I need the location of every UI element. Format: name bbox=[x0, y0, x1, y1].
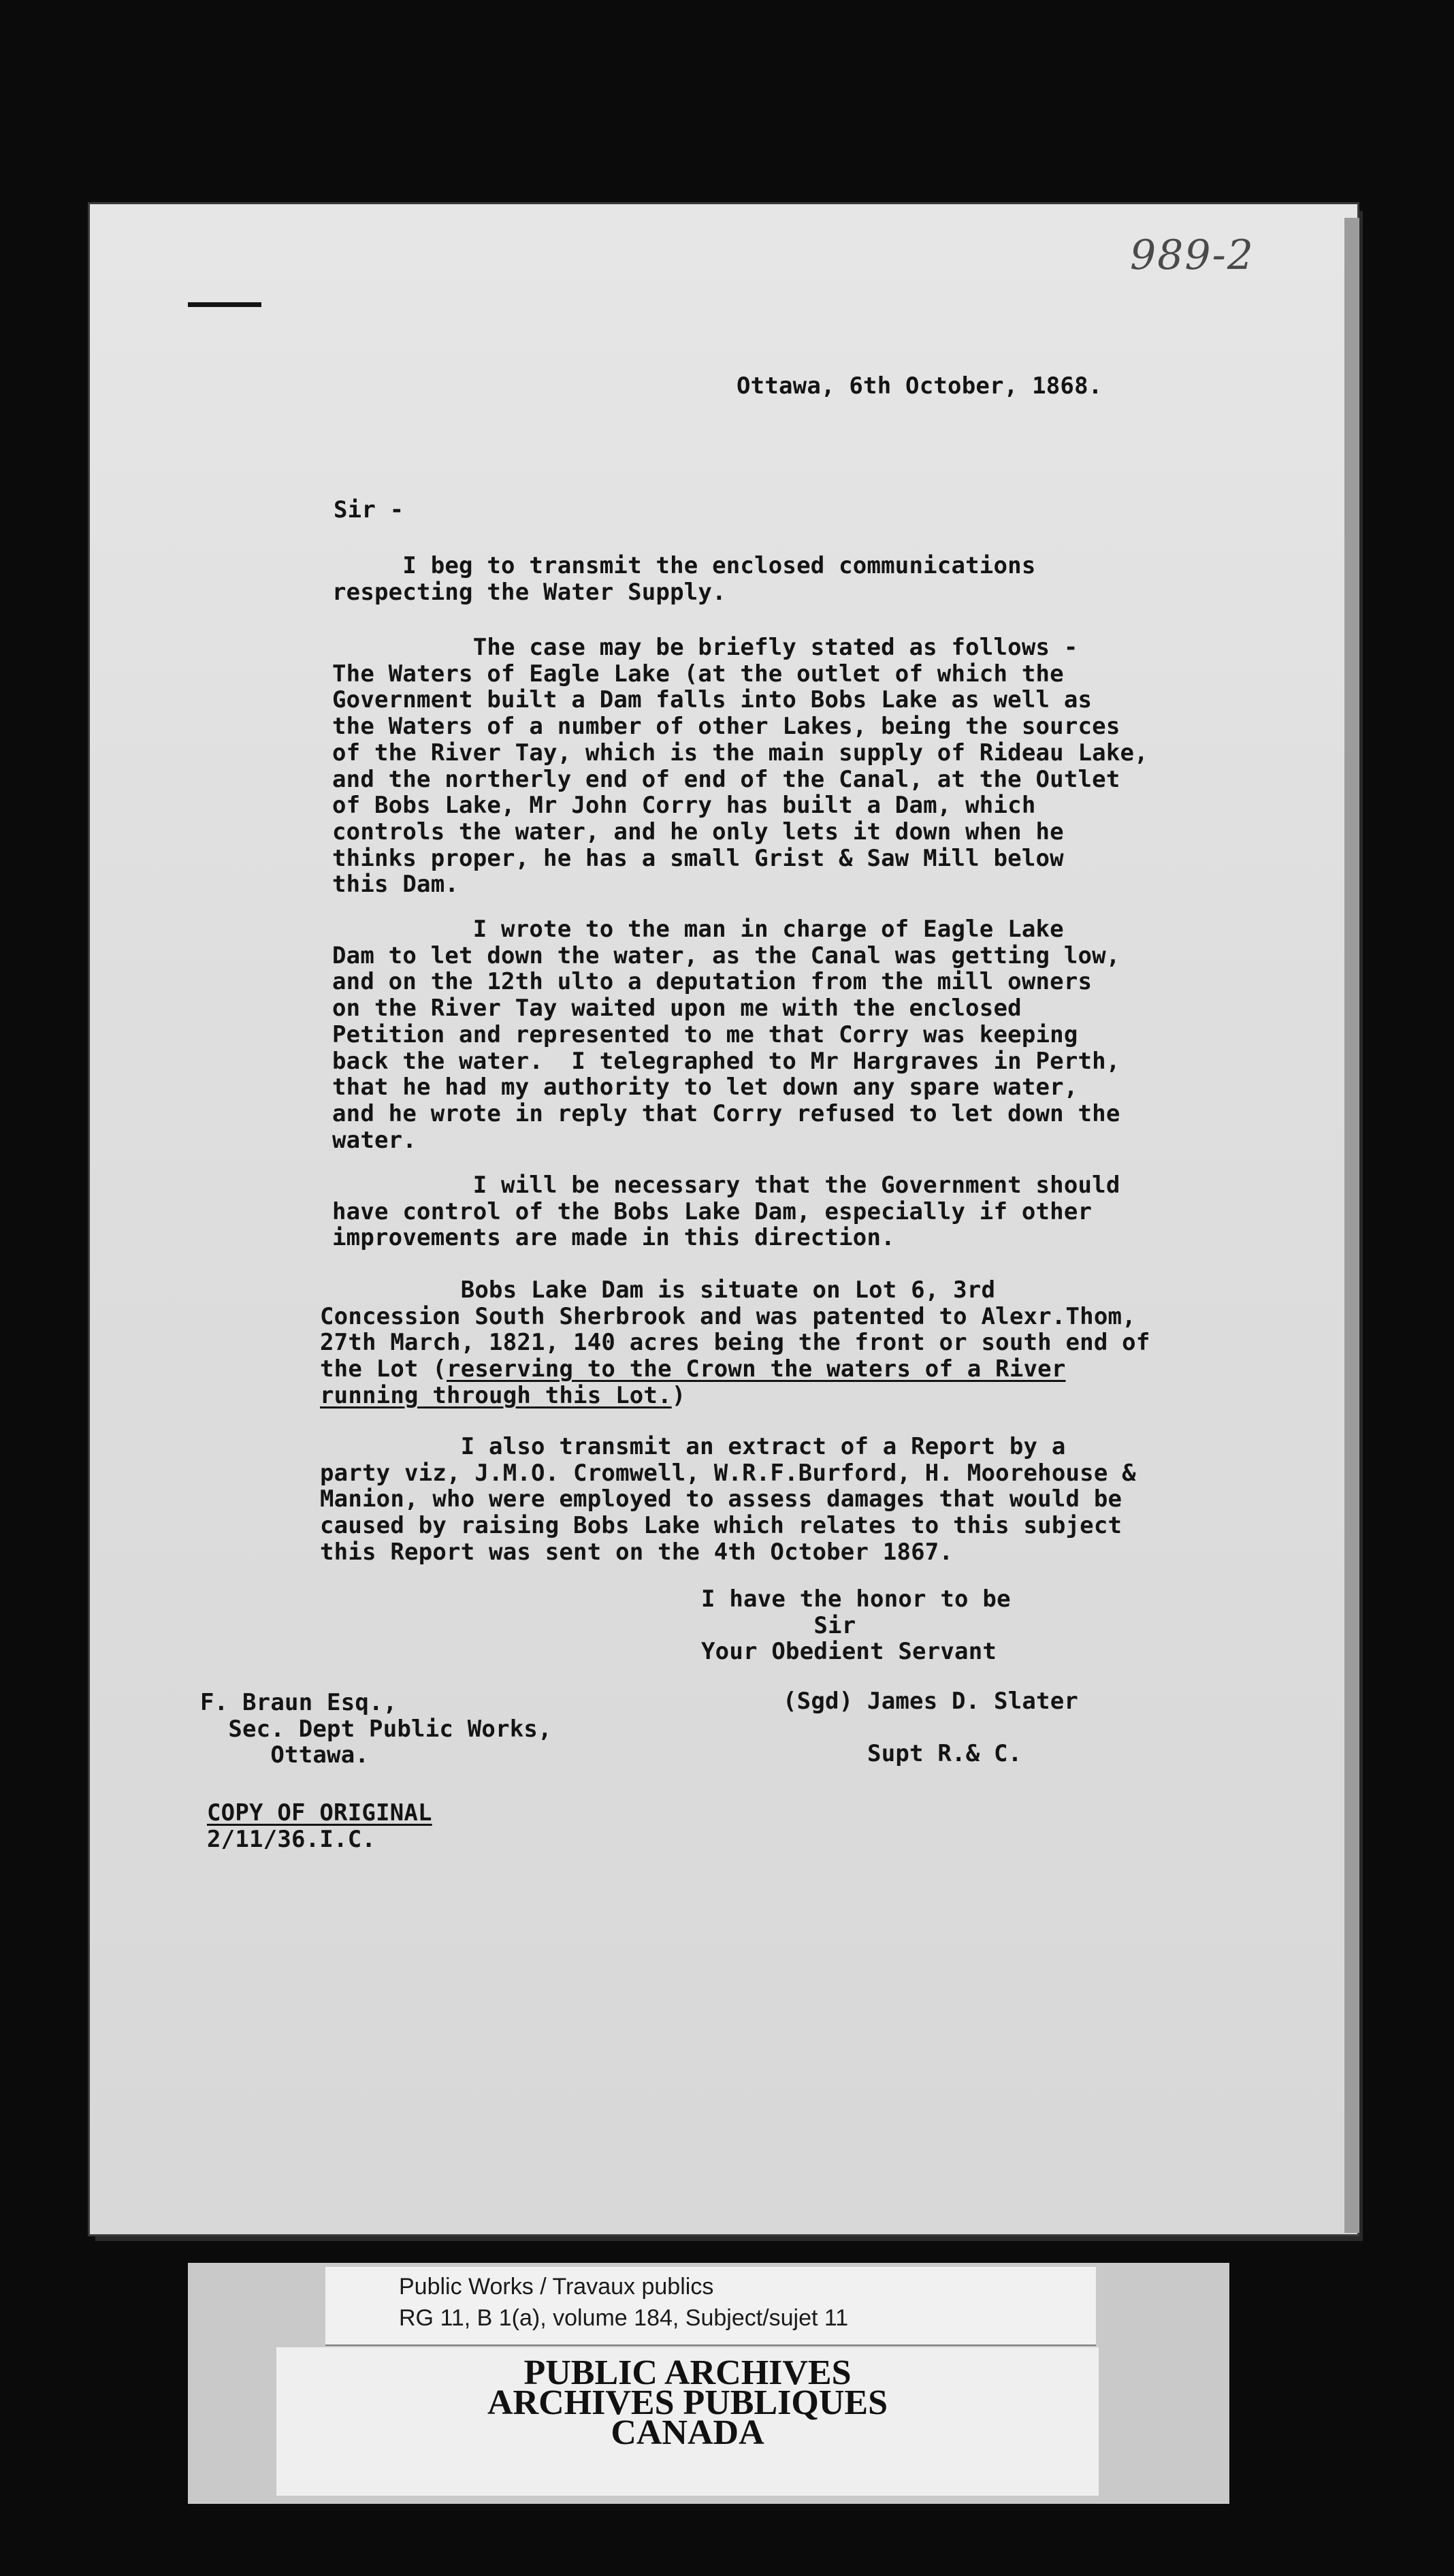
paragraph-line: controls the water, and he only lets it down when he bbox=[332, 818, 1064, 846]
paragraph-line: The Waters of Eagle Lake (at the outlet of which the bbox=[332, 660, 1064, 688]
addressee-line: Sec. Dept Public Works, bbox=[200, 1715, 552, 1743]
addressee-block bbox=[200, 1690, 552, 1769]
copy-reference: 2/11/36.I.C. bbox=[207, 1825, 376, 1853]
paragraph-line: Government built a Dam falls into Bobs Lake as well as bbox=[332, 686, 1093, 714]
archives-line-english: PUBLIC ARCHIVES bbox=[523, 2353, 852, 2392]
paragraph-line: on the River Tay waited upon me with the enclosed bbox=[332, 995, 1022, 1023]
copy-of-original-label: COPY OF ORIGINAL bbox=[207, 1799, 432, 1826]
closing-line: Your Obedient Servant bbox=[701, 1638, 997, 1666]
paragraph-line: have control of the Bobs Lake Dam, especially if other bbox=[332, 1197, 1093, 1225]
signature-title: Supt R.& C. bbox=[783, 1740, 1022, 1768]
paragraph-line: I wrote to the man in charge of Eagle Lake bbox=[332, 916, 1064, 943]
paragraph-line: back the water. I telegraphed to Mr Hargraves in Perth, bbox=[332, 1047, 1120, 1075]
paragraph-line: Concession South Sherbrook and was patented to Alexr.Thom, bbox=[320, 1302, 1136, 1330]
paragraph-line: thinks proper, he has a small Grist & Saw Mill below bbox=[332, 844, 1064, 872]
paragraph-5 bbox=[320, 1277, 1150, 1409]
paragraph-line: I beg to transmit the enclosed communications bbox=[332, 552, 1036, 579]
paragraph-line: the Waters of a number of other Lakes, being the sources bbox=[332, 713, 1120, 741]
closing-line: I have the honor to be bbox=[701, 1585, 1011, 1613]
addressee-line: Ottawa. bbox=[200, 1741, 370, 1769]
paragraph-6 bbox=[320, 1434, 1136, 1566]
paragraph-line: Petition and represented to me that Corry was keeping bbox=[332, 1020, 1078, 1048]
sheet-edge-shadow bbox=[1344, 218, 1359, 2233]
paragraph-line: I will be necessary that the Government should bbox=[332, 1172, 1120, 1199]
date-line: Ottawa, 6th October, 1868. bbox=[737, 372, 1103, 400]
closing-line: Sir bbox=[701, 1611, 856, 1639]
paragraph-line: this Dam. bbox=[332, 871, 459, 899]
paragraph-line bbox=[320, 1383, 1150, 1409]
signature-block bbox=[783, 1688, 1078, 1767]
paragraph-line: and on the 12th ulto a deputation from the mill owners bbox=[332, 968, 1093, 996]
addressee-line: F. Braun Esq., bbox=[200, 1689, 398, 1716]
line-text: the Lot ( bbox=[320, 1355, 447, 1383]
closing-block bbox=[701, 1586, 1011, 1665]
paragraph-line: improvements are made in this direction. bbox=[332, 1224, 895, 1252]
paragraph-line: party viz, J.M.O. Cromwell, W.R.F.Burford, H. Moorehouse & bbox=[320, 1459, 1136, 1487]
archive-fonds: Public Works / Travaux publics bbox=[399, 2274, 714, 2300]
paragraph-line: water. bbox=[332, 1126, 417, 1154]
paragraph-line: I also transmit an extract of a Report by a bbox=[320, 1433, 1066, 1460]
signature-spacer bbox=[783, 1715, 1078, 1741]
paragraph-line: of the River Tay, which is the main supply of Rideau Lake, bbox=[332, 739, 1148, 767]
paragraph-line: caused by raising Bobs Lake which relates to this subject bbox=[320, 1512, 1122, 1540]
paragraph-line: Bobs Lake Dam is situate on Lot 6, 3rd bbox=[320, 1276, 996, 1304]
signature-name: (Sgd) James D. Slater bbox=[783, 1688, 1079, 1715]
archives-line-country: CANADA bbox=[611, 2413, 764, 2452]
paragraph-line: and he wrote in reply that Corry refused to let down the bbox=[332, 1099, 1120, 1127]
paragraph-line: Manion, who were employed to assess damages that would be bbox=[320, 1485, 1122, 1513]
paragraph-line: Dam to let down the water, as the Canal was getting low, bbox=[332, 941, 1120, 969]
paragraph-1 bbox=[332, 553, 1036, 605]
public-archives-stamp bbox=[276, 2347, 1099, 2496]
copy-notation bbox=[207, 1800, 432, 1852]
archive-reference: RG 11, B 1(a), volume 184, Subject/sujet 11 bbox=[399, 2305, 849, 2331]
salutation: Sir - bbox=[334, 496, 404, 524]
paragraph-line: of Bobs Lake, Mr John Corry has built a Dam, which bbox=[332, 792, 1036, 820]
paragraph-2 bbox=[332, 634, 1148, 898]
handwritten-reference: 989-2 bbox=[1130, 231, 1255, 279]
paragraph-line: 27th March, 1821, 140 acres being the front or south end of bbox=[320, 1329, 1150, 1357]
paragraph-line bbox=[320, 1356, 1150, 1383]
paragraph-line: this Report was sent on the 4th October 1867. bbox=[320, 1538, 954, 1566]
paragraph-line: and the northerly end of end of the Canal, at the Outlet bbox=[332, 765, 1120, 793]
paragraph-line: that he had my authority to let down any spare water, bbox=[332, 1074, 1078, 1101]
paragraph-line: The case may be briefly stated as follows - bbox=[332, 634, 1078, 661]
line-text: ) bbox=[671, 1381, 686, 1409]
archives-line-french: ARCHIVES PUBLIQUES bbox=[487, 2383, 888, 2422]
archive-reference-label bbox=[325, 2267, 1096, 2346]
paragraph-4 bbox=[332, 1172, 1120, 1251]
margin-dash-mark bbox=[188, 302, 261, 307]
underlined-reservation: reserving to the Crown the waters of a River bbox=[447, 1355, 1066, 1383]
underlined-reservation-cont: running through this Lot. bbox=[320, 1381, 672, 1409]
paragraph-line: respecting the Water Supply. bbox=[332, 578, 726, 606]
paragraph-3 bbox=[332, 916, 1120, 1153]
